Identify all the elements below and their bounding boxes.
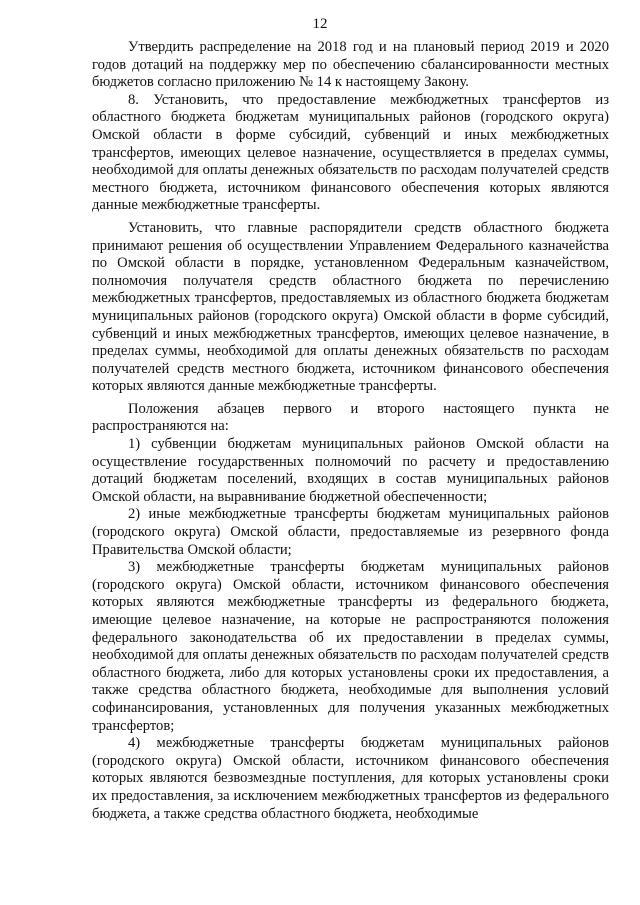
paragraph-subsidy-distribution: Утвердить распределение на 2018 год и на плановый период 2019 и 2020 годов дотаций на поддержку мер по обеспечению сбалансированности местных бюджетов согласно приложению № 14 к настоящему Закону. xyxy=(92,39,609,91)
list-item-2: 2) иные межбюджетные трансферты бюджетам муниципальных районов (городского округа) Омской области, предоставляемые из резервного фонда Правительства Омской области; xyxy=(92,506,609,558)
page-number: 12 xyxy=(312,16,328,32)
document-body xyxy=(92,39,609,823)
paragraph-item-8: 8. Установить, что предоставление межбюджетных трансфертов из областного бюджета бюджетам муниципальных районов (городского округа) Омской области в форме субсидий, субвенций и иных межбюджетных трансфертов, имеющих целевое назначение, осуществляется в пределах суммы, необходимой для оплаты денежных обязательств по расходам получателей средств местного бюджета, источником финансового обеспечения которых являются данные межбюджетные трансферты. xyxy=(92,91,609,214)
paragraph-treasury-authority: Установить, что главные распорядители средств областного бюджета принимают решения об осуществлении Управлением Федерального казначейства по Омской области в порядке, установленном Федеральным казначейством, полномочия получателя средств областного бюджета по перечислению межбюджетных трансфертов, предоставляемых из областного бюджета бюджетам муниципальных районов (городского округа) Омской области в форме субсидий, субвенций и иных межбюджетных трансфертов, имеющих целевое назначение, в пределах суммы, необходимой для оплаты денежных обязательств по расходам получателей средств местного бюджета, источником финансового обеспечения которых являются данные межбюджетные трансферты. xyxy=(92,219,609,395)
paragraph-exceptions-intro: Положения абзацев первого и второго настоящего пункта не распространяются на: xyxy=(92,400,609,435)
list-item-1: 1) субвенции бюджетам муниципальных районов Омской области на осуществление государственных полномочий по расчету и предоставлению дотаций бюджетам поселений, входящих в состав муниципальных районов Омской области, на выравнивание бюджетной обеспеченности; xyxy=(92,436,609,505)
list-item-4: 4) межбюджетные трансферты бюджетам муниципальных районов (городского округа) Омской области, источником финансового обеспечения которых являются безвозмездные поступления, для которых установлены сроки их предоставления, за исключением межбюджетных трансфертов из федерального бюджета, а также средства областного бюджета, необходимые xyxy=(92,735,609,822)
list-item-3: 3) межбюджетные трансферты бюджетам муниципальных районов (городского округа) Омской области, источником финансового обеспечения которых являются межбюджетные трансферты из федерального бюджета, имеющие целевое назначение, на которые не распространяются положения федерального законодательства об их предоставлении в пределах суммы, необходимой для оплаты денежных обязательств по расходам получателей средств областного бюджета, либо для которых установлены сроки их предоставления, а также средства областного бюджета, необходимые для выполнения условий софинансирования, установленных для получения указанных межбюджетных трансфертов; xyxy=(92,559,609,734)
